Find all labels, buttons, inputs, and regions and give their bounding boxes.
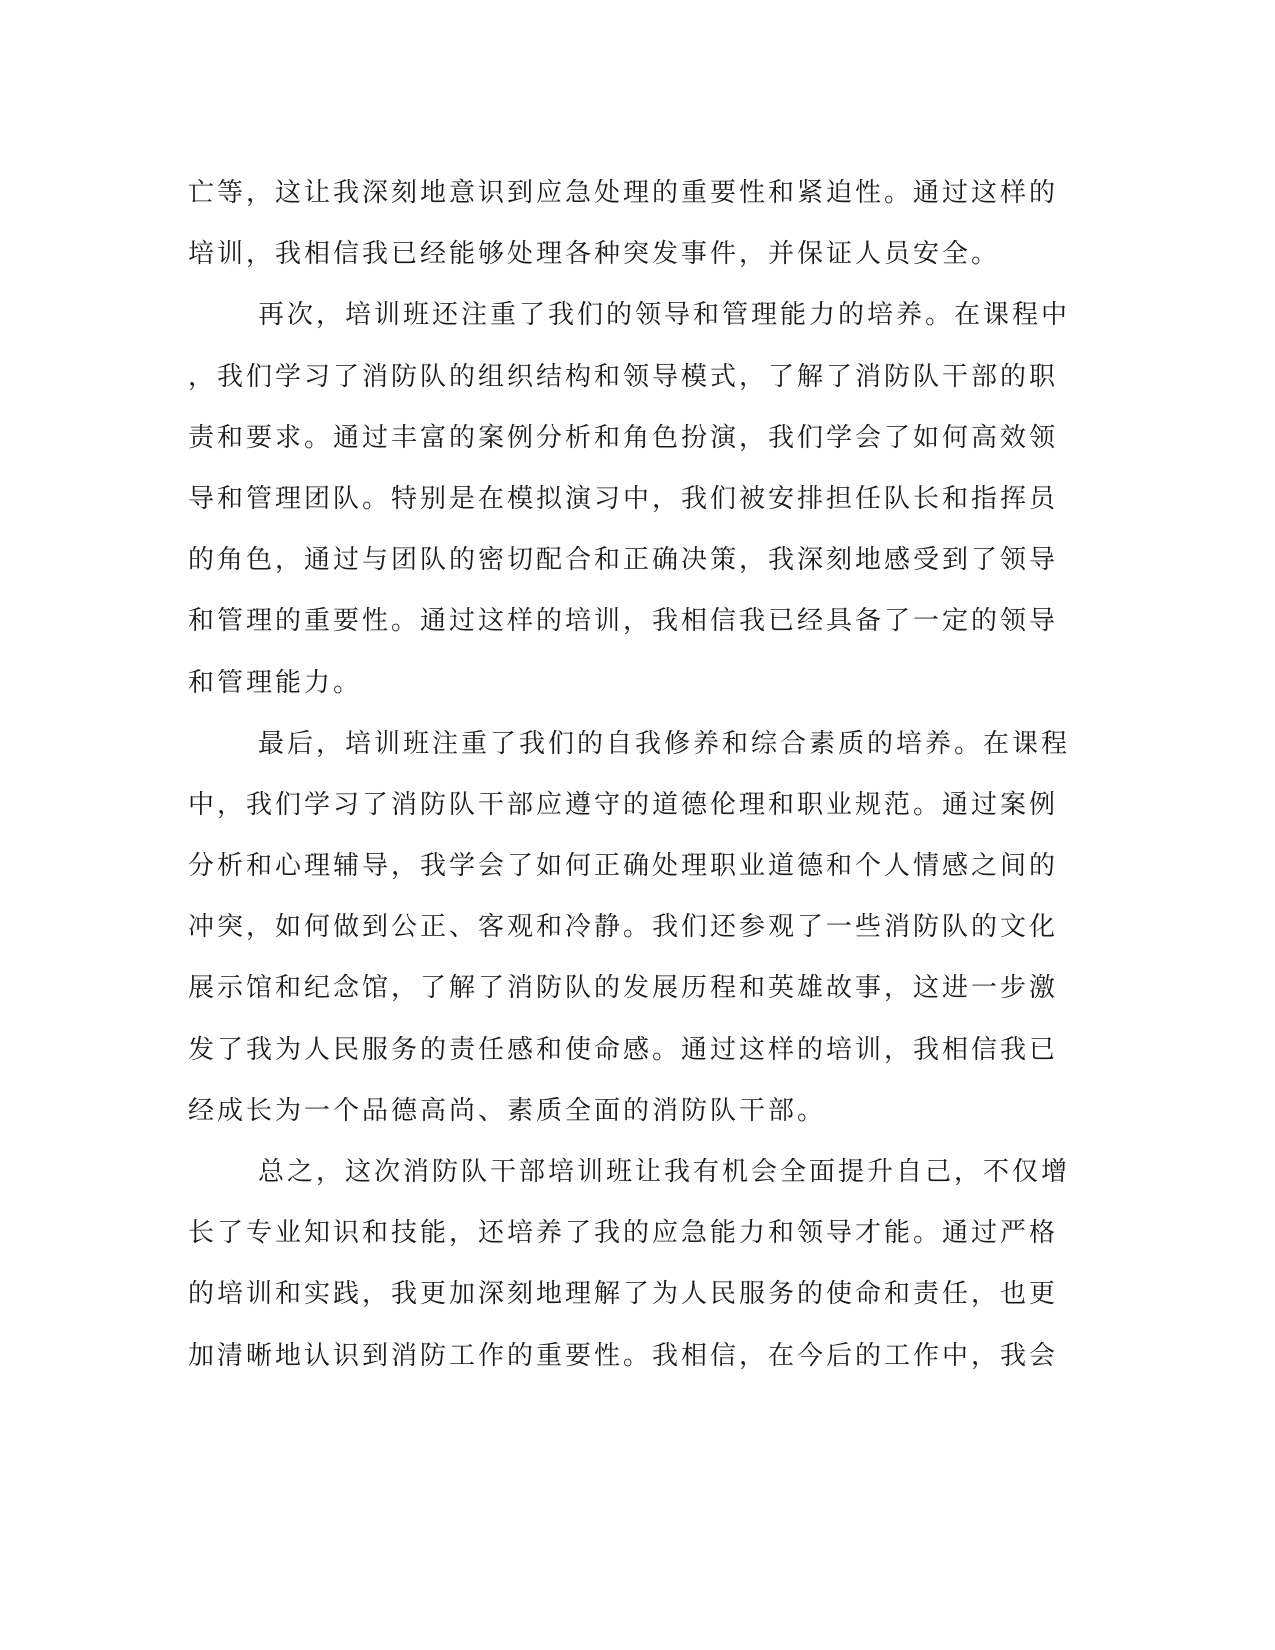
text-line: 和管理能力。 xyxy=(188,667,363,698)
paragraph-first-line: 再次，培训班还注重了我们的领导和管理能力的培养。在课程中 xyxy=(258,300,1071,331)
text-line: 责和要求。通过丰富的案例分析和角色扮演，我们学会了如何高效领 xyxy=(188,422,1059,453)
paragraph-first-line: 最后，培训班注重了我们的自我修养和综合素质的培养。在课程 xyxy=(258,728,1071,759)
text-line: 亡等，这让我深刻地意识到应急处理的重要性和紧迫性。通过这样的 xyxy=(188,178,1059,208)
body-text xyxy=(188,163,1088,1387)
text-line: 发了我为人民服务的责任感和使命感。通过这样的培训，我相信我已 xyxy=(188,1034,1059,1065)
text-line: 经成长为一个品德高尚、素质全面的消防队干部。 xyxy=(188,1095,827,1126)
text-line: 分析和心理辅导，我学会了如何正确处理职业道德和个人情感之间的 xyxy=(188,851,1059,882)
text-line: 的角色，通过与团队的密切配合和正确决策，我深刻地感受到了领导 xyxy=(188,545,1059,576)
paragraph-first-line: 总之，这次消防队干部培训班让我有机会全面提升自己，不仅增 xyxy=(258,1157,1071,1187)
text-line: 长了专业知识和技能，还培养了我的应急能力和领导才能。通过严格 xyxy=(188,1218,1059,1249)
text-line: 和管理的重要性。通过这样的培训，我相信我已经具备了一定的领导 xyxy=(188,606,1059,637)
text-line: 加清晰地认识到消防工作的重要性。我相信，在今后的工作中，我会 xyxy=(188,1340,1059,1371)
text-line: 导和管理团队。特别是在模拟演习中，我们被安排担任队长和指挥员 xyxy=(188,483,1059,514)
text-line: 中，我们学习了消防队干部应遵守的道德伦理和职业规范。通过案例 xyxy=(188,789,1059,820)
text-line: 的培训和实践，我更加深刻地理解了为人民服务的使命和责任，也更 xyxy=(188,1279,1059,1310)
text-line: 展示馆和纪念馆，了解了消防队的发展历程和英雄故事，这进一步激 xyxy=(188,973,1059,1004)
text-line: 冲突，如何做到公正、客观和冷静。我们还参观了一些消防队的文化 xyxy=(188,912,1059,943)
text-line: 培训，我相信我已经能够处理各种突发事件，并保证人员安全。 xyxy=(188,239,1001,270)
text-line: ，我们学习了消防队的组织结构和领导模式，了解了消防队干部的职 xyxy=(188,361,1059,392)
